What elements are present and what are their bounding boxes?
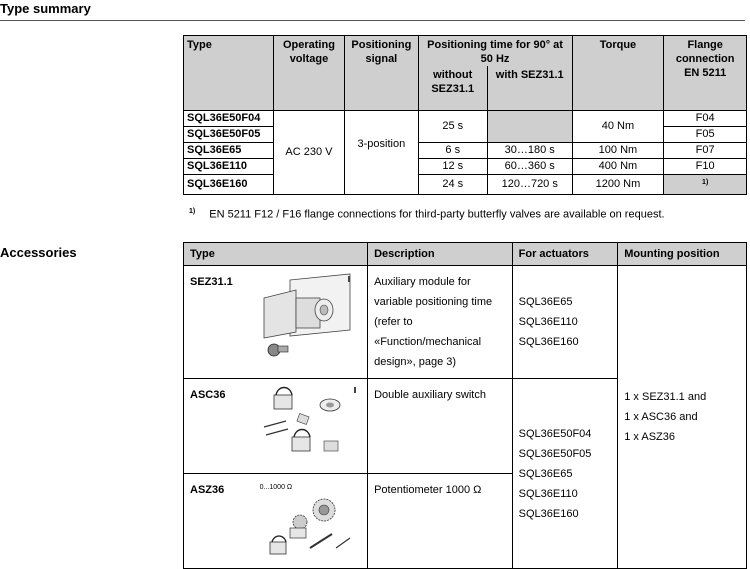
type-cell: SQL36E160	[184, 175, 274, 195]
image-range-label: 0...1000 Ω	[259, 484, 293, 491]
actuator-item: SQL36E160	[518, 507, 579, 520]
acc-header-description: Description	[368, 243, 513, 266]
torque-cell: 400 Nm	[572, 159, 664, 175]
actuator-item: SQL36E160	[518, 336, 579, 348]
actuator-item: SQL36E65	[518, 467, 573, 480]
description-line: variable positioning time	[374, 296, 493, 308]
acc-header-type: Type	[184, 243, 368, 266]
acc-header-actuators: For actuators	[512, 243, 618, 266]
torque-cell: 100 Nm	[572, 143, 664, 159]
flange-cell: F05	[664, 127, 747, 143]
time-without-cell: 12 s	[418, 159, 487, 175]
acc-type-cell: SEZ31.1	[184, 266, 256, 379]
potentiometer-drawing	[260, 498, 360, 564]
footnote-reference: 1)	[702, 179, 709, 186]
acc-description-cell	[368, 474, 513, 569]
actuator-item: SQL36E50F04	[518, 427, 592, 440]
description-line: Auxiliary module for	[374, 276, 471, 288]
asz36-illustration	[256, 474, 368, 569]
type-summary-title: Type summary	[0, 1, 91, 16]
type-cell: SQL36E50F04	[184, 111, 274, 127]
header-signal: Positioning signal	[345, 36, 418, 111]
flange-cell: F04	[664, 111, 747, 127]
description-line: Double auxiliary switch	[374, 389, 486, 401]
actuator-item: SQL36E50F05	[518, 447, 592, 460]
accessories-table	[183, 242, 747, 569]
time-with-cell: 120…720 s	[487, 175, 572, 195]
header-time-with: with SEZ31.1	[487, 66, 572, 111]
torque-cell: 40 Nm	[572, 111, 664, 143]
header-voltage: Operating voltage	[273, 36, 344, 111]
time-without-cell: 24 s	[418, 175, 487, 195]
footnote	[189, 208, 665, 221]
description-line: design», page 3)	[374, 356, 457, 368]
auxiliary-switch-drawing	[260, 383, 360, 469]
flange-cell: F10	[664, 159, 747, 175]
footnote-text: EN 5211 F12 / F16 flange connections for third-party butterfly valves are available on request.	[209, 208, 665, 221]
title-divider	[0, 20, 745, 21]
auxiliary-module-drawing	[260, 270, 360, 362]
acc-type-cell: ASZ36	[184, 474, 256, 569]
acc-actuators-cell	[512, 379, 618, 569]
header-type: Type	[184, 36, 274, 111]
sez31-illustration	[256, 266, 368, 379]
type-cell: SQL36E50F05	[184, 127, 274, 143]
acc-actuators-cell	[512, 266, 618, 379]
type-cell: SQL36E110	[184, 159, 274, 175]
description-line: «Function/mechanical	[374, 336, 482, 348]
header-time-without: without SEZ31.1	[418, 66, 487, 111]
mounting-item: 1 x ASC36 and	[624, 411, 698, 423]
type-cell: SQL36E65	[184, 143, 274, 159]
acc-type-cell: ASC36	[184, 379, 256, 474]
acc-description-cell	[368, 266, 513, 379]
description-line: (refer to	[374, 316, 413, 328]
header-flange: Flange connection EN 5211	[664, 36, 747, 111]
description-line: Potentiometer 1000 Ω	[374, 484, 482, 496]
footnote-mark: 1)	[189, 208, 196, 215]
accessories-title: Accessories	[0, 245, 77, 260]
actuator-item: SQL36E65	[518, 296, 573, 308]
flange-cell: F07	[664, 143, 747, 159]
time-without-cell: 6 s	[418, 143, 487, 159]
voltage-cell: AC 230 V	[273, 111, 344, 195]
mounting-item: 1 x SEZ31.1 and	[624, 391, 707, 403]
asc36-illustration	[256, 379, 368, 474]
acc-mounting-cell	[618, 266, 747, 569]
acc-header-mounting: Mounting position	[618, 243, 747, 266]
header-positioning-time: Positioning time for 90° at 50 Hz	[418, 36, 572, 67]
time-with-cell: 30…180 s	[487, 143, 572, 159]
actuator-item: SQL36E110	[518, 487, 578, 500]
mounting-item: 1 x ASZ36	[624, 431, 676, 443]
flange-note-cell	[664, 175, 747, 195]
time-with-empty-cell	[487, 111, 572, 143]
time-with-cell: 60…360 s	[487, 159, 572, 175]
header-torque: Torque	[572, 36, 664, 111]
acc-description-cell	[368, 379, 513, 474]
time-without-cell: 25 s	[418, 111, 487, 143]
actuator-item: SQL36E110	[518, 316, 578, 328]
signal-cell: 3-position	[345, 111, 418, 195]
torque-cell: 1200 Nm	[572, 175, 664, 195]
type-summary-table	[183, 35, 747, 195]
